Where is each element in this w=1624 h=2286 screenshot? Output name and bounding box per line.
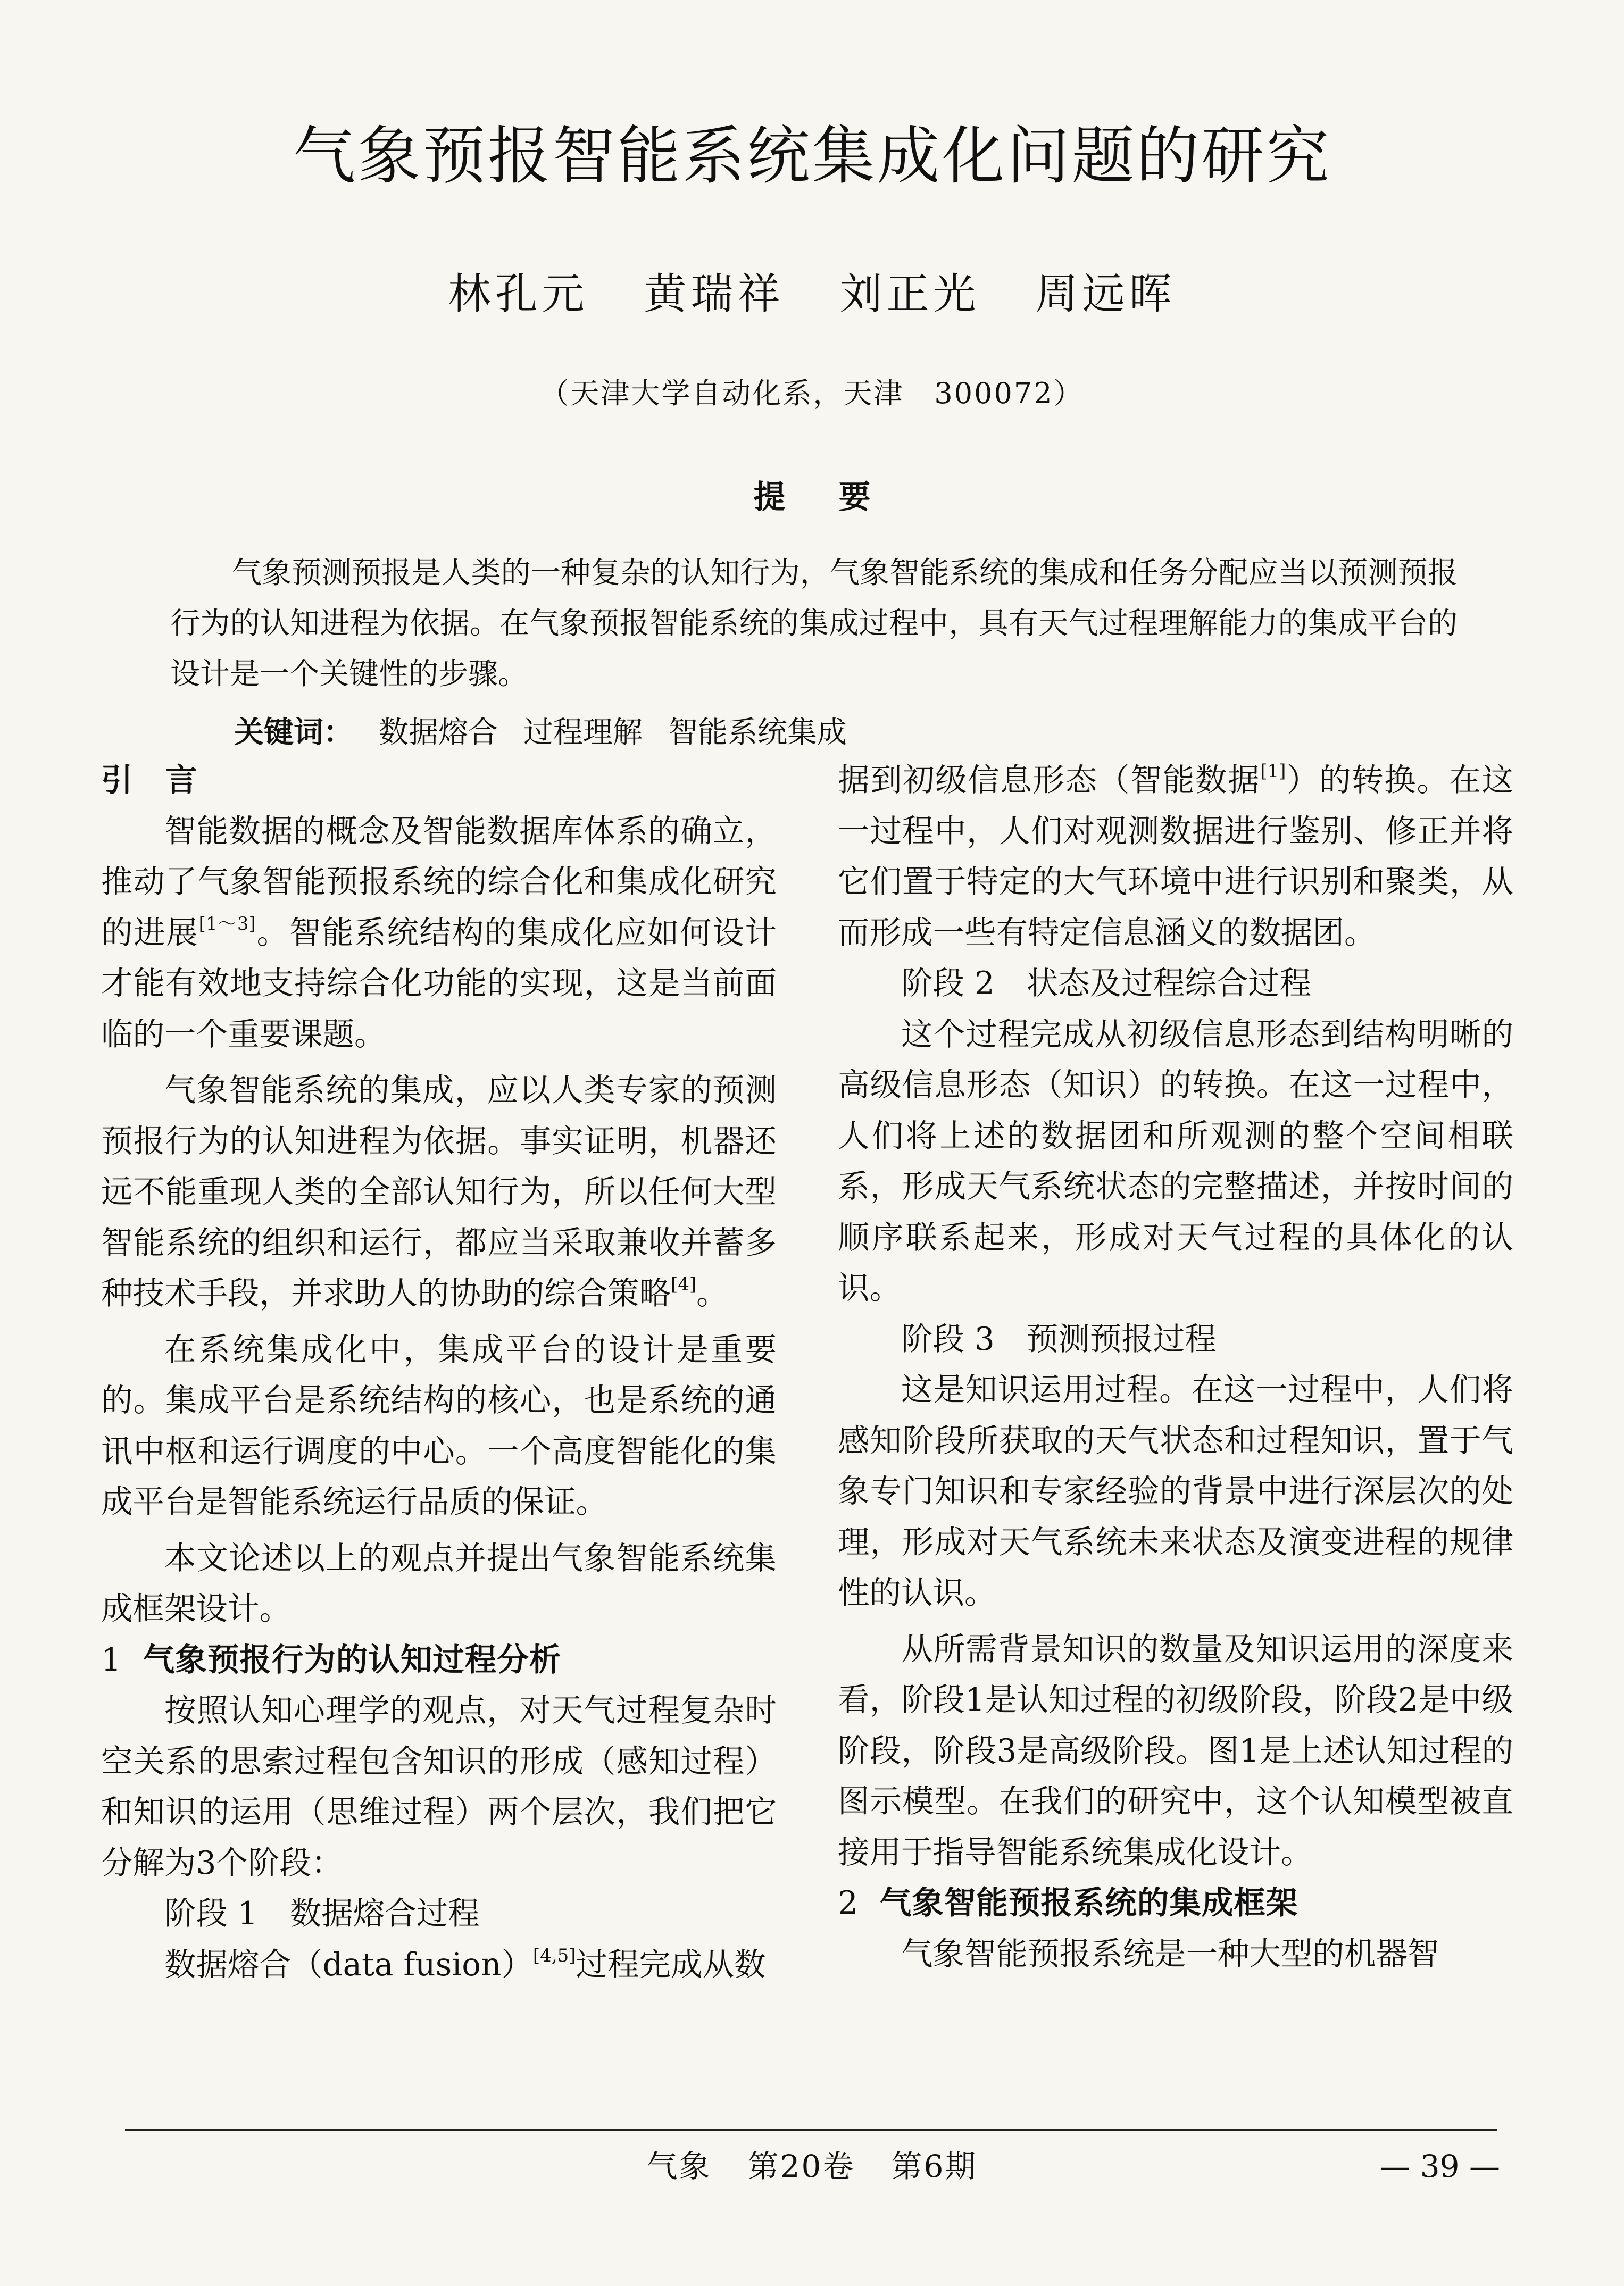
author-name: 周远晖: [1035, 269, 1176, 319]
page-number: — 39 —: [1379, 2148, 1500, 2184]
footer-divider: [125, 2129, 1497, 2131]
keyword: 数据熔合: [379, 715, 498, 750]
stage-title: 状态及过程综合过程: [1026, 965, 1312, 1002]
keywords-line: [234, 707, 1458, 758]
intro-paragraph-3: 在系统集成化中，集成平台的设计是重要的。集成平台是系统结构的核心，也是系统的通讯中枢和运行调度的中心。一个高度智能化的集成平台是智能系统运行品质的保证。: [101, 1331, 777, 1521]
paper-title: 气象预报智能系统集成化问题的研究: [293, 119, 1331, 193]
intro-paragraph-4: 本文论述以上的观点并提出气象智能系统集成框架设计。: [101, 1540, 777, 1628]
section-number: 2: [838, 1885, 859, 1922]
stage-3-paragraph: 这是知识运用过程。在这一过程中，人们将感知阶段所获取的天气状态和过程知识，置于气象专门知识和专家经验的背景中进行深层次的处理，形成对天气系统未来状态及演变进程的规律性的认识。: [838, 1372, 1513, 1612]
section-title: 气象智能预报系统的集成框架: [879, 1884, 1298, 1922]
stage-number: 阶段 1: [164, 1896, 258, 1932]
intro-paragraph-1: 智能数据的概念及智能数据库体系的确立，推动了气象智能预报系统的综合化和集成化研究的进展[1～3]。智能系统结构的集成化应如何设计才能有效地支持综合化功能的实现，这是当前面临的一个重要课题。: [101, 813, 777, 1053]
author-name: 黄瑞祥: [644, 269, 785, 319]
abstract-text: 气象预测预报是人类的一种复杂的认知行为，气象智能系统的集成和任务分配应当以预测预报行为的认知进程为依据。在气象预报智能系统的集成过程中，具有天气过程理解能力的集成平台的设计是一个关键性的步骤。: [170, 556, 1458, 691]
stage-title: 数据熔合过程: [289, 1896, 480, 1932]
stage-1-heading: [101, 1889, 777, 1940]
section-title: 气象预报行为的认知过程分析: [143, 1641, 562, 1679]
citation: [4]: [671, 1274, 697, 1295]
keywords-label: 关键词：: [234, 715, 353, 750]
stage-1-paragraph-cont: 据到初级信息形态（智能数据[1]）的转换。在这一过程中，人们对观测数据进行鉴别、修正并将它们置于特定的大气环境中进行识别和聚类，从而形成一些有特定信息涵义的数据团。: [838, 761, 1514, 952]
citation: [1]: [1260, 761, 1286, 782]
section-2-paragraph: 气象智能预报系统是一种大型的机器智: [901, 1935, 1439, 1973]
author-name: 刘正光: [839, 269, 980, 319]
section-2-heading: [838, 1878, 1513, 1929]
stage-number: 阶段 3: [901, 1321, 995, 1358]
journal-issue: 第6期: [891, 2148, 978, 2184]
author-affiliation: （天津大学自动化系，天津 300072）: [540, 377, 1084, 410]
right-column: [838, 755, 1513, 1980]
journal-volume: 第20卷: [747, 2148, 855, 2184]
keyword: 智能系统集成: [668, 715, 847, 750]
stage-title: 预测预报过程: [1026, 1321, 1217, 1358]
stage-1-paragraph: 数据熔合（data fusion）[4,5]过程完成从数: [164, 1945, 766, 1983]
stage-2-paragraph: 这个过程完成从初级信息形态到结构明晰的高级信息形态（知识）的转换。在这一过程中，人们将上述的数据团和所观测的整个空间相联系，形成天气系统状态的完整描述，并按时间的顺序联系起来，形成对天气过程的具体化的认识。: [838, 1016, 1513, 1307]
section-1-heading: [101, 1635, 777, 1686]
abstract-heading: 提要: [753, 479, 924, 516]
section-1-paragraph: 按照认知心理学的观点，对天气过程复杂时空关系的思索过程包含知识的形成（感知过程）和知识的运用（思维过程）两个层次，我们把它分解为3个阶段：: [101, 1692, 777, 1882]
citation: [1～3]: [198, 913, 256, 935]
summary-paragraph: 从所需背景知识的数量及知识运用的深度来看，阶段1是认知过程的初级阶段，阶段2是中级阶段，阶段3是高级阶段。图1是上述认知过程的图示模型。在我们的研究中，这个认知模型被直接用于指导智能系统集成化设计。: [838, 1631, 1513, 1871]
section-number: 1: [101, 1641, 122, 1679]
stage-number: 阶段 2: [901, 965, 995, 1002]
author-name: 林孔元: [448, 269, 589, 319]
intro-paragraph-2: 气象智能系统的集成，应以人类专家的预测预报行为的认知进程为依据。事实证明，机器还远不能重现人类的全部认知行为，所以任何大型智能系统的组织和运行，都应当采取兼收并蓄多种技术手段，并求助人的协助的综合策略[4]。: [101, 1072, 777, 1312]
stage-3-heading: [838, 1314, 1513, 1365]
stage-2-heading: [838, 958, 1513, 1009]
keyword: 过程理解: [523, 715, 643, 750]
journal-name: 气象: [646, 2148, 712, 2184]
author-list: [0, 265, 1624, 323]
left-column: [101, 755, 777, 1990]
intro-heading: 引 言: [101, 762, 198, 799]
citation: [4,5]: [532, 1945, 576, 1966]
